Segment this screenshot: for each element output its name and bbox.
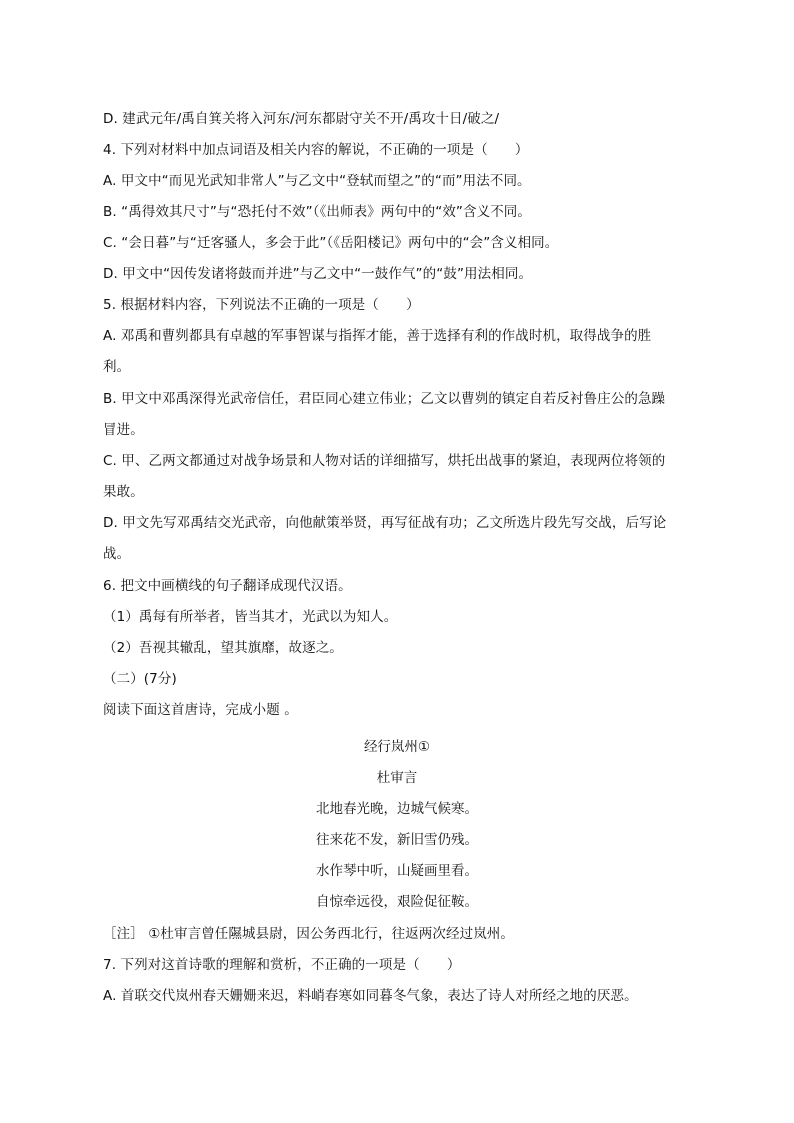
option-a-q7: A. 首联交代岚州春天姗姗来迟，料峭春寒如同暮冬气象，表达了诗人对所经之地的厌恶。 xyxy=(103,988,638,1004)
question-4: 4. 下列对材料中加点词语及相关内容的解说，不正确的一项是（ ） xyxy=(103,142,529,158)
option-d-q5-cont: 战。 xyxy=(103,546,131,562)
option-d-q5: D. 甲文先写邓禹结交光武帝，向他献策举贤，再写征战有功；乙文所选片段先写交战，后写论 xyxy=(103,515,667,531)
option-c-q5-cont: 果敢。 xyxy=(103,484,144,500)
option-d-q3: D. 建武元年/禹自箕关将入河东/河东都尉守关不开/禹攻十日/破之/ xyxy=(103,111,500,127)
poem-author: 杜审言 xyxy=(376,770,418,786)
option-a-q5: A. 邓禹和曹刿都具有卓越的军事智谋与指挥才能，善于选择有利的作战时机，取得战争的胜 xyxy=(103,328,652,344)
option-b-q4: B. “禹得效其尺寸”与“恐托付不效”（《出师表》两句中的“效”含义不同。 xyxy=(103,204,532,220)
option-a-q5-cont: 利。 xyxy=(103,359,131,375)
poem-note: ［注］ ①杜审言曾任隰城县尉，因公务西北行，往返两次经过岚州。 xyxy=(103,926,514,942)
poem-verse: 水作琴中听，山疑画里看。 xyxy=(316,863,478,879)
question-6-item-1: （1）禹每有所举者，皆当其才，光武以为知人。 xyxy=(103,609,398,625)
option-c-q5: C. 甲、乙两文都通过对战争场景和人物对话的详细描写，烘托出战事的紧迫，表现两位将领的 xyxy=(103,453,666,469)
poem-verse: 自惊牵远役，艰险促征鞍。 xyxy=(316,894,478,910)
poem-title: 经行岚州① xyxy=(363,739,431,755)
question-6-item-2: （2）吾视其辙乱，望其旗靡，故逐之。 xyxy=(103,640,343,656)
option-d-q4: D. 甲文中“因传发诸将鼓而并进”与乙文中“一鼓作气”的“鼓”用法相同。 xyxy=(103,266,533,282)
question-5: 5. 根据材料内容，下列说法不正确的一项是（ ） xyxy=(103,297,420,313)
question-6: 6. 把文中画横线的句子翻译成现代汉语。 xyxy=(103,578,352,594)
poem-instruction: 阅读下面这首唐诗，完成小题 。 xyxy=(103,702,298,718)
option-b-q5-cont: 冒进。 xyxy=(103,422,144,438)
poem-verse: 往来花不发，新旧雪仍残。 xyxy=(316,832,478,848)
option-c-q4: C. “会日暮”与“迁客骚人，多会于此”（《岳阳楼记》两句中的“会”含义相同。 xyxy=(103,235,559,251)
question-7: 7. 下列对这首诗歌的理解和赏析，不正确的一项是（ ） xyxy=(103,957,461,973)
option-a-q4: A. 甲文中“而见光武知非常人”与乙文中“登轼而望之”的“而”用法不同。 xyxy=(103,173,531,189)
section-heading-2: （二）(7分) xyxy=(103,671,177,687)
option-b-q5: B. 甲文中邓禹深得光武帝信任，君臣同心建立伟业；乙文以曹刿的镇定自若反衬鲁庄公的急躁 xyxy=(103,391,666,407)
poem-verse: 北地春光晚，边城气候寒。 xyxy=(316,801,478,817)
